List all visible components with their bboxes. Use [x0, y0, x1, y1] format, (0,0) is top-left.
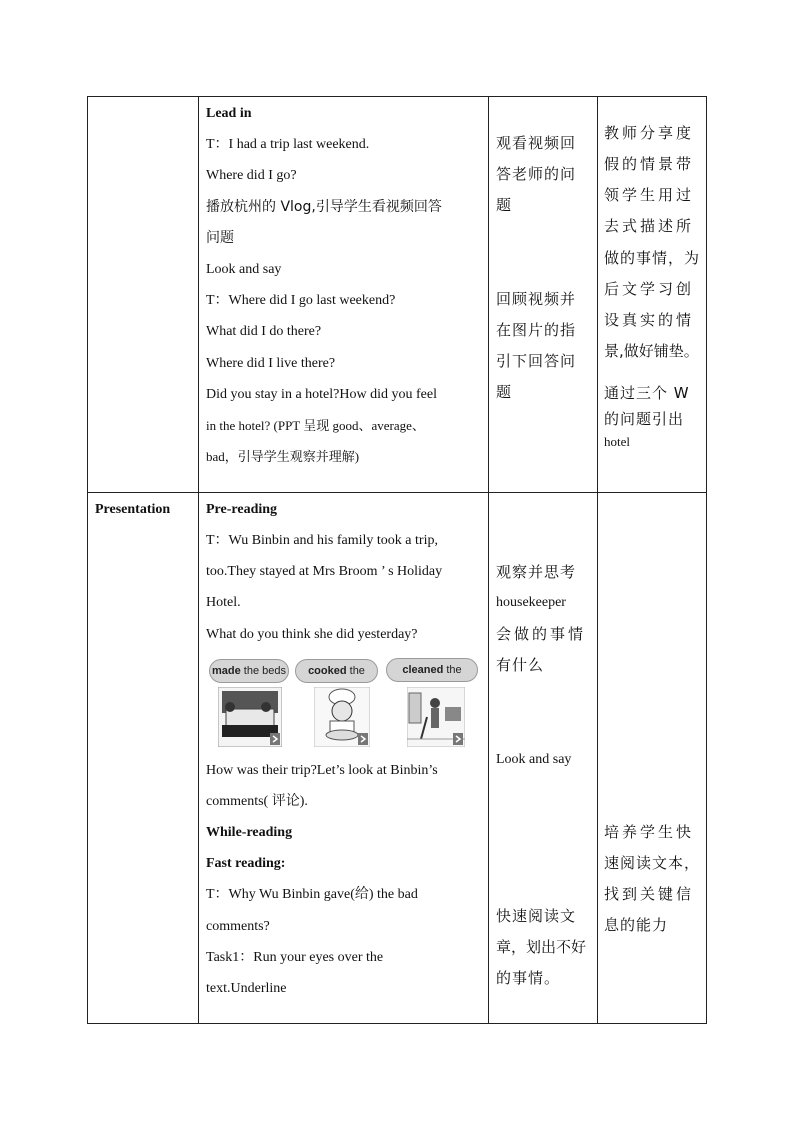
while-reading-heading: While-reading	[206, 825, 293, 840]
column-divider	[488, 97, 489, 1023]
student-activity-line: 题	[496, 383, 513, 401]
column-divider	[198, 97, 199, 1023]
procedure-line: comments?	[206, 919, 270, 934]
purpose-line: 教师分享度	[604, 124, 695, 142]
student-activity-line: 回顾视频并	[496, 290, 577, 308]
cleaning-picture	[407, 687, 465, 747]
purpose-line: 领学生用过	[604, 186, 695, 204]
procedure-line: Task1：Run your eyes over the	[206, 950, 384, 965]
row-divider	[88, 492, 706, 493]
procedure-line: bad，引导学生观察并理解)	[206, 449, 360, 464]
procedure-line: What did I do there?	[206, 324, 322, 339]
purpose-line: 速阅读文本，	[604, 854, 701, 872]
student-activity-line: 有什么	[496, 656, 545, 674]
student-activity-line: 章，划出不好	[496, 938, 587, 956]
procedure-line: How was their trip?Let’s look at Binbin’s	[206, 763, 438, 778]
purpose-line: 做的事情，为	[604, 249, 701, 267]
student-activity-line: 题	[496, 196, 513, 214]
purpose-line: 息的能力	[604, 916, 669, 934]
lesson-plan-table	[87, 96, 707, 1024]
procedure-line: T：I had a trip last weekend.	[206, 137, 370, 152]
procedure-line: Where did I go?	[206, 168, 297, 183]
purpose-line: 的问题引出	[604, 410, 685, 428]
chef-picture	[314, 687, 370, 747]
procedure-line: 问题	[206, 230, 234, 246]
procedure-line: What do you think she did yesterday?	[206, 627, 418, 642]
procedure-line: Did you stay in a hotel?How did you feel	[206, 387, 437, 402]
student-activity-line: housekeeper	[496, 595, 566, 610]
purpose-line: 后文学习创	[604, 280, 695, 298]
purpose-line: hotel	[604, 434, 630, 449]
purpose-line: 培养学生快	[604, 823, 695, 841]
cleaned-rooms-label: cleaned the	[386, 658, 478, 682]
pre-reading-heading: Pre-reading	[206, 502, 278, 517]
procedure-line: too.They stayed at Mrs Broom ’ s Holiday	[206, 564, 443, 579]
bed-picture	[218, 687, 282, 747]
fast-reading-heading: Fast reading:	[206, 856, 286, 871]
procedure-line: Where did I live there?	[206, 356, 336, 371]
procedure-line: text.Underline	[206, 981, 287, 996]
purpose-line: 去式描述所	[604, 217, 695, 235]
student-activity-line: 在图片的指	[496, 321, 577, 339]
lead-in-heading: Lead in	[206, 106, 252, 121]
student-activity-line: 的事情。	[496, 969, 561, 987]
procedure-line: comments( 评论).	[206, 794, 308, 809]
purpose-line: 设真实的情	[604, 311, 695, 329]
student-activity-line: Look and say	[496, 752, 572, 767]
student-activity-line: 观看视频回	[496, 134, 577, 152]
student-activity-line: 观察并思考	[496, 563, 577, 581]
student-activity-line: 会做的事情	[496, 625, 587, 643]
purpose-line: 通过三个 W	[604, 384, 690, 402]
procedure-line: in the hotel? (PPT 呈现 good、average、	[206, 418, 425, 433]
procedure-line: Look and say	[206, 262, 282, 277]
purpose-line: 找到关键信	[604, 885, 695, 903]
procedure-line: Hotel.	[206, 595, 241, 610]
student-activity-line: 引下回答问	[496, 352, 577, 370]
purpose-line: 假的情景带	[604, 155, 695, 173]
procedure-line: 播放杭州的 Vlog,引导学生看视频回答	[206, 199, 442, 215]
section-label: Presentation	[95, 502, 171, 517]
procedure-line: T：Why Wu Binbin gave(给) the bad	[206, 887, 418, 902]
student-activity-line: 快速阅读文	[496, 907, 577, 925]
student-activity-line: 答老师的问	[496, 165, 577, 183]
procedure-line: T：Wu Binbin and his family took a trip,	[206, 533, 438, 548]
cooked-food-label: cooked the	[295, 659, 378, 683]
column-divider	[597, 97, 598, 1023]
procedure-line: T：Where did I go last weekend?	[206, 293, 396, 308]
purpose-line: 景,做好铺垫。	[604, 342, 699, 360]
made-beds-label: made the beds	[209, 659, 289, 683]
